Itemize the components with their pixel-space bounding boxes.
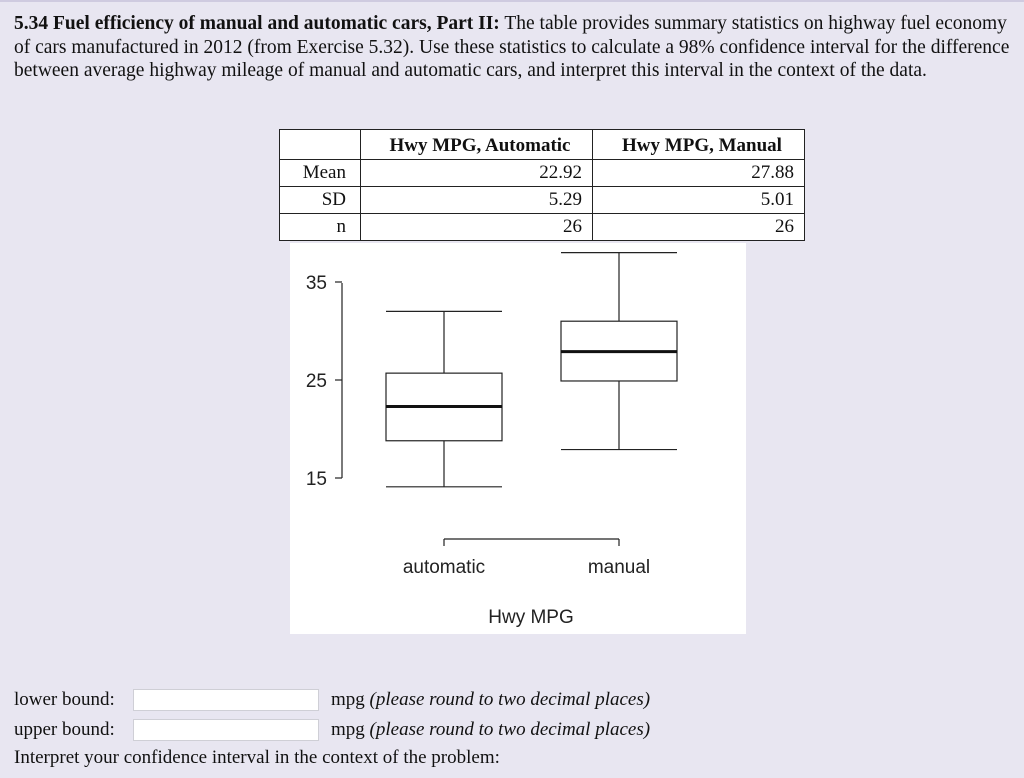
- row-label-n: n: [280, 214, 361, 241]
- table-header-row: [280, 130, 805, 160]
- interpret-prompt: Interpret your confidence interval in the context of the problem:: [14, 747, 500, 768]
- lower-bound-input[interactable]: [133, 689, 319, 711]
- summary-stats-table: [279, 129, 805, 241]
- problem-statement: [14, 12, 1012, 83]
- table-row: [280, 214, 805, 241]
- x-category-label: automatic: [402, 557, 486, 578]
- table-row: [280, 187, 805, 214]
- upper-bound-label: upper bound:: [14, 719, 115, 740]
- problem-number: 5.34: [14, 13, 49, 34]
- col-header-manual: Hwy MPG, Manual: [593, 130, 805, 160]
- lower-unit-prefix: mpg: [331, 689, 365, 710]
- row-label-mean: Mean: [280, 160, 361, 187]
- cell-sd-automatic: 5.29: [361, 187, 593, 214]
- upper-bound-input[interactable]: [133, 719, 319, 741]
- top-divider: [0, 0, 1024, 2]
- col-header-automatic: Hwy MPG, Automatic: [361, 130, 593, 160]
- x-category-label: manual: [587, 557, 651, 578]
- y-tick-label: 25: [305, 371, 327, 392]
- boxplot-chart: [290, 243, 746, 634]
- y-tick-label: 35: [305, 273, 327, 294]
- y-tick-label: 15: [305, 469, 327, 490]
- cell-n-manual: 26: [593, 214, 805, 241]
- box-manual: [561, 253, 677, 450]
- x-axis-title: Hwy MPG: [488, 607, 574, 628]
- lower-bound-label: lower bound:: [14, 689, 115, 710]
- lower-unit-note: (please round to two decimal places): [369, 689, 651, 710]
- cell-n-automatic: 26: [361, 214, 593, 241]
- table-corner-cell: [280, 130, 361, 160]
- upper-bound-unit: [331, 718, 650, 742]
- row-label-sd: SD: [280, 187, 361, 214]
- upper-unit-note: (please round to two decimal places): [369, 719, 651, 740]
- boxplot-panel: [290, 243, 746, 634]
- table-row: [280, 160, 805, 187]
- cell-sd-manual: 5.01: [593, 187, 805, 214]
- problem-text: The table provides summary statistics on highway fuel economy of cars manufactured in 2012 (from Exercise 5.32). Use these statistics to calculate a 98% confidence interval for the difference between average highway mileage of manual and automatic cars, and interpret this interval in the context of the data.: [14, 13, 1010, 81]
- box-automatic: [386, 311, 502, 486]
- cell-mean-automatic: 22.92: [361, 160, 593, 187]
- cell-mean-manual: 27.88: [593, 160, 805, 187]
- upper-unit-prefix: mpg: [331, 719, 365, 740]
- lower-bound-unit: [331, 688, 650, 712]
- problem-title: Fuel efficiency of manual and automatic cars, Part II:: [53, 13, 500, 34]
